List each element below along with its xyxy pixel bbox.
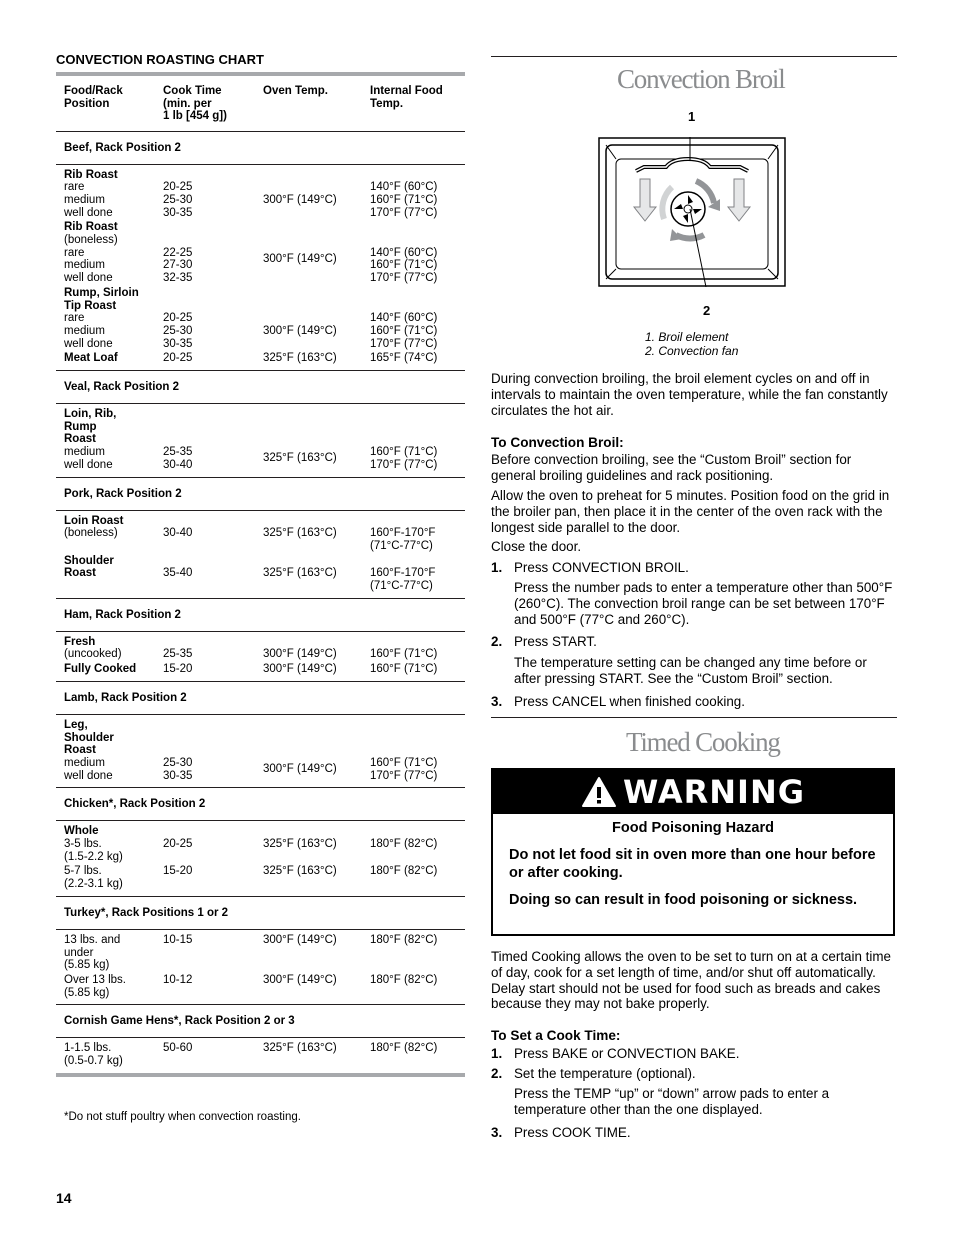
convection-roasting-chart <box>56 72 465 1077</box>
cook-time-cell: 10-15 <box>163 933 193 946</box>
cook-time-cell: 25-30 30-35 <box>163 756 193 782</box>
oven-temp-cell: 300°F (149°C) <box>263 974 337 986</box>
internal-temp-cell: 160°F-170°F (71°C-77°C) <box>370 527 436 552</box>
internal-temp-cell: 180°F (82°C) <box>370 974 438 986</box>
cb-step-2: Press START. <box>514 634 597 649</box>
chart-row <box>64 169 465 220</box>
section-rule <box>491 717 897 718</box>
chart-row <box>64 221 465 285</box>
cb-step-3-number: 3. <box>491 694 503 709</box>
food-cell <box>64 169 163 220</box>
internal-temp-cell: 180°F (82°C) <box>370 933 438 946</box>
food-detail: medium well done <box>64 756 113 782</box>
cook-time-cell: 20-25 25-30 30-35 <box>163 312 193 350</box>
tc-step-3: Press COOK TIME. <box>514 1125 631 1140</box>
cook-time-cell: 50-60 <box>163 1042 193 1055</box>
cook-time-cell: 15-20 <box>163 663 193 676</box>
internal-temp-cell: 165°F (74°C) <box>370 352 438 365</box>
food-detail: rare medium well done <box>64 181 113 219</box>
cb-step-1-number: 1. <box>491 560 503 575</box>
chart-row <box>64 825 465 863</box>
food-cell <box>64 825 163 863</box>
chart-row <box>64 352 465 365</box>
chart-section-title: Lamb, Rack Position 2 <box>64 691 187 704</box>
to-convection-broil-heading: To Convection Broil: <box>491 435 624 450</box>
chart-row <box>64 287 465 351</box>
cb-step-2-number: 2. <box>491 634 503 649</box>
cook-time-cell: 15-20 <box>163 865 193 878</box>
warning-text-1: Do not let food sit in oven more than one hour before or after cooking. <box>509 847 876 881</box>
chart-section-body <box>56 165 465 371</box>
chart-row <box>64 663 465 676</box>
oven-temp-cell: 325°F (163°C) <box>263 1042 337 1055</box>
food-cell <box>64 663 163 676</box>
oven-temp-cell: 325°F (163°C) <box>263 527 337 540</box>
convection-broil-p2: Allow the oven to preheat for 5 minutes. Position food on the grid in the broiler pan, then place it in the center of the oven rack with the longest side parallel to the door. <box>491 488 890 535</box>
chart-header-row <box>56 76 465 131</box>
food-name: Fresh <box>64 635 96 648</box>
tc-step-3-number: 3. <box>491 1125 503 1140</box>
section-rule <box>491 56 897 57</box>
internal-temp-cell: 180°F (82°C) <box>370 865 438 878</box>
header-internal-temp: Internal Food Temp. <box>370 85 443 110</box>
food-detail: Over 13 lbs. (5.85 kg) <box>64 974 126 999</box>
oven-temp-cell: 300°F (149°C) <box>263 324 337 337</box>
cook-time-cell: 30-40 <box>163 527 193 540</box>
food-cell <box>64 865 163 890</box>
food-cell <box>64 515 163 553</box>
chart-section-body <box>56 511 465 598</box>
internal-temp-cell: 140°F (60°C) 160°F (71°C) 170°F (77°C) <box>370 312 438 350</box>
cook-time-cell: 25-35 <box>163 648 193 661</box>
food-detail: rare medium well done <box>64 312 113 350</box>
internal-temp-cell: 160°F (71°C) 170°F (77°C) <box>370 756 438 782</box>
convection-broil-intro: During convection broiling, the broil element cycles on and off in intervals to maintain the oven temperature, while the fan constantly circulates the hot air. <box>491 371 888 418</box>
chart-section-title: Beef, Rack Position 2 <box>64 141 181 154</box>
food-cell <box>64 287 163 351</box>
chart-row <box>64 408 465 472</box>
chart-section-title: Ham, Rack Position 2 <box>64 608 181 621</box>
food-detail: 3-5 lbs. (1.5-2.2 kg) <box>64 838 123 863</box>
food-cell <box>64 719 163 783</box>
food-name: Rib Roast <box>64 168 118 181</box>
chart-row <box>64 865 465 890</box>
oven-temp-cell: 325°F (163°C) <box>263 567 337 580</box>
page-number: 14 <box>56 1190 72 1206</box>
internal-temp-cell: 160°F (71°C) 170°F (77°C) <box>370 446 438 471</box>
internal-temp-cell: 160°F (71°C) <box>370 663 438 676</box>
oven-temp-cell: 300°F (149°C) <box>263 253 337 266</box>
convection-broil-p3: Close the door. <box>491 539 582 554</box>
food-name: Whole <box>64 825 99 838</box>
food-name: Fully Cooked <box>64 663 137 676</box>
callout-1: 1 <box>688 109 696 124</box>
food-detail: (boneless) rare medium well done <box>64 234 118 285</box>
convection-broil-p1: Before convection broiling, see the “Custom Broil” section for general broiling guidelines and rack positioning. <box>491 452 852 483</box>
chart-section-body <box>56 632 465 681</box>
food-cell <box>64 934 163 972</box>
warning-box <box>491 768 895 936</box>
cb-step-1-detail: Press the number pads to enter a temperature other than 500°F (260°C). The convection broil range can be set between 170°F and 500°F (77°C and 260°C). <box>514 580 893 627</box>
warning-banner <box>493 770 893 814</box>
cook-time-cell: 22-25 27-30 32-35 <box>163 246 193 285</box>
chart-section-title: Chicken*, Rack Position 2 <box>64 798 206 811</box>
food-name: Loin, Rib, Rump Roast <box>64 408 117 446</box>
food-detail: 1-1.5 lbs. (0.5-0.7 kg) <box>64 1042 123 1068</box>
chart-section-title: Turkey*, Rack Positions 1 or 2 <box>64 906 229 919</box>
chart-bottom-rule <box>56 1073 465 1077</box>
food-name: Meat Loaf <box>64 352 118 365</box>
chart-footnote: *Do not stuff poultry when convection roasting. <box>64 1111 301 1123</box>
cook-time-cell: 20-25 25-30 30-35 <box>163 181 193 219</box>
convection-broil-heading: Convection Broil <box>617 64 785 94</box>
cook-time-cell: 35-40 <box>163 567 193 580</box>
internal-temp-cell: 180°F (82°C) <box>370 1042 438 1055</box>
oven-temp-cell: 300°F (149°C) <box>263 193 337 206</box>
warning-text-2: Doing so can result in food poisoning or sickness. <box>509 892 858 908</box>
chart-row <box>64 1042 465 1067</box>
tc-step-2-detail: Press the TEMP “up” or “down” arrow pads to enter a temperature other than the one displayed. <box>514 1086 830 1117</box>
food-cell <box>64 636 163 661</box>
chart-title: CONVECTION ROASTING CHART <box>56 52 264 67</box>
chart-section-title: Veal, Rack Position 2 <box>64 381 180 394</box>
chart-row <box>64 515 465 553</box>
food-name: Rump, Sirloin Tip Roast <box>64 286 139 312</box>
legend-broil-element: 1. Broil element <box>645 330 729 344</box>
cook-time-cell: 20-25 <box>163 838 193 851</box>
chart-section-title: Cornish Game Hens*, Rack Position 2 or 3 <box>64 1015 295 1028</box>
cook-time-cell: 20-25 <box>163 352 193 365</box>
chart-row <box>64 636 465 661</box>
cb-step-3: Press CANCEL when finished cooking. <box>514 694 745 709</box>
internal-temp-cell: 140°F (60°C) 160°F (71°C) 170°F (77°C) <box>370 246 438 285</box>
chart-section-title: Pork, Rack Position 2 <box>64 487 182 500</box>
oven-temp-cell: 325°F (163°C) <box>263 865 337 878</box>
oven-temp-cell: 300°F (149°C) <box>263 763 337 776</box>
food-cell <box>64 221 163 285</box>
tc-step-2: Set the temperature (optional). <box>514 1066 696 1081</box>
tc-step-1: Press BAKE or CONVECTION BAKE. <box>514 1046 740 1061</box>
cook-time-cell: 25-35 30-40 <box>163 446 193 471</box>
chart-section-body <box>56 821 465 896</box>
tc-step-1-number: 1. <box>491 1046 503 1061</box>
internal-temp-cell: 160°F-170°F (71°C-77°C) <box>370 567 436 593</box>
oven-convection-diagram <box>598 137 786 287</box>
chart-row <box>64 934 465 972</box>
warning-word: WARNING <box>623 773 805 811</box>
header-oven-temp: Oven Temp. <box>263 85 328 97</box>
timed-cooking-intro: Timed Cooking allows the oven to be set to turn on at a certain time of day, cook for a set length of time, and/or shut off automatically. Delay start should not be used for food such as breads and cakes because they may not bake properly. <box>491 949 891 1012</box>
chart-section-body <box>56 930 465 1005</box>
warning-triangle-icon <box>581 776 617 808</box>
header-food: Food/Rack Position <box>64 85 123 110</box>
food-cell <box>64 408 163 472</box>
chart-row <box>64 555 465 593</box>
food-cell <box>64 555 163 593</box>
cook-time-cell: 10-12 <box>163 974 193 986</box>
internal-temp-cell: 160°F (71°C) <box>370 648 438 661</box>
food-name: Loin Roast <box>64 514 124 527</box>
to-set-cook-time-heading: To Set a Cook Time: <box>491 1028 621 1043</box>
chart-body <box>56 132 465 1073</box>
cb-step-1: Press CONVECTION BROIL. <box>514 560 689 575</box>
oven-temp-cell: 300°F (149°C) <box>263 663 337 676</box>
internal-temp-cell: 140°F (60°C) 160°F (71°C) 170°F (77°C) <box>370 181 438 219</box>
timed-cooking-heading: Timed Cooking <box>626 727 780 757</box>
food-name: Leg, Shoulder Roast <box>64 718 114 757</box>
internal-temp-cell: 180°F (82°C) <box>370 838 438 851</box>
chart-section-body <box>56 404 465 477</box>
food-detail: (boneless) <box>64 527 118 540</box>
callout-2: 2 <box>703 303 711 318</box>
cb-step-2-detail: The temperature setting can be changed any time before or after pressing START. See the “Custom Broil” section. <box>514 655 867 686</box>
food-cell <box>64 1042 163 1067</box>
food-detail: 5-7 lbs. (2.2-3.1 kg) <box>64 865 123 891</box>
food-name: Rib Roast <box>64 221 118 234</box>
food-cell <box>64 974 163 999</box>
food-detail: 13 lbs. and under (5.85 kg) <box>64 933 121 972</box>
header-cook-time: Cook Time (min. per 1 lb [454 g]) <box>163 85 227 122</box>
tc-step-2-number: 2. <box>491 1066 503 1081</box>
chart-section-body <box>56 1038 465 1072</box>
chart-section-body <box>56 715 465 788</box>
oven-temp-cell: 300°F (149°C) <box>263 648 337 661</box>
chart-row <box>64 719 465 783</box>
hazard-title: Food Poisoning Hazard <box>612 820 774 836</box>
oven-temp-cell: 325°F (163°C) <box>263 452 337 465</box>
legend-convection-fan: 2. Convection fan <box>645 344 739 358</box>
oven-temp-cell: 325°F (163°C) <box>263 838 337 851</box>
food-cell <box>64 352 163 365</box>
oven-temp-cell: 325°F (163°C) <box>263 352 337 365</box>
chart-row <box>64 974 465 999</box>
oven-temp-cell: 300°F (149°C) <box>263 933 337 946</box>
food-detail: (uncooked) <box>64 648 122 661</box>
food-name: Shoulder Roast <box>64 554 114 580</box>
food-detail: medium well done <box>64 446 113 471</box>
